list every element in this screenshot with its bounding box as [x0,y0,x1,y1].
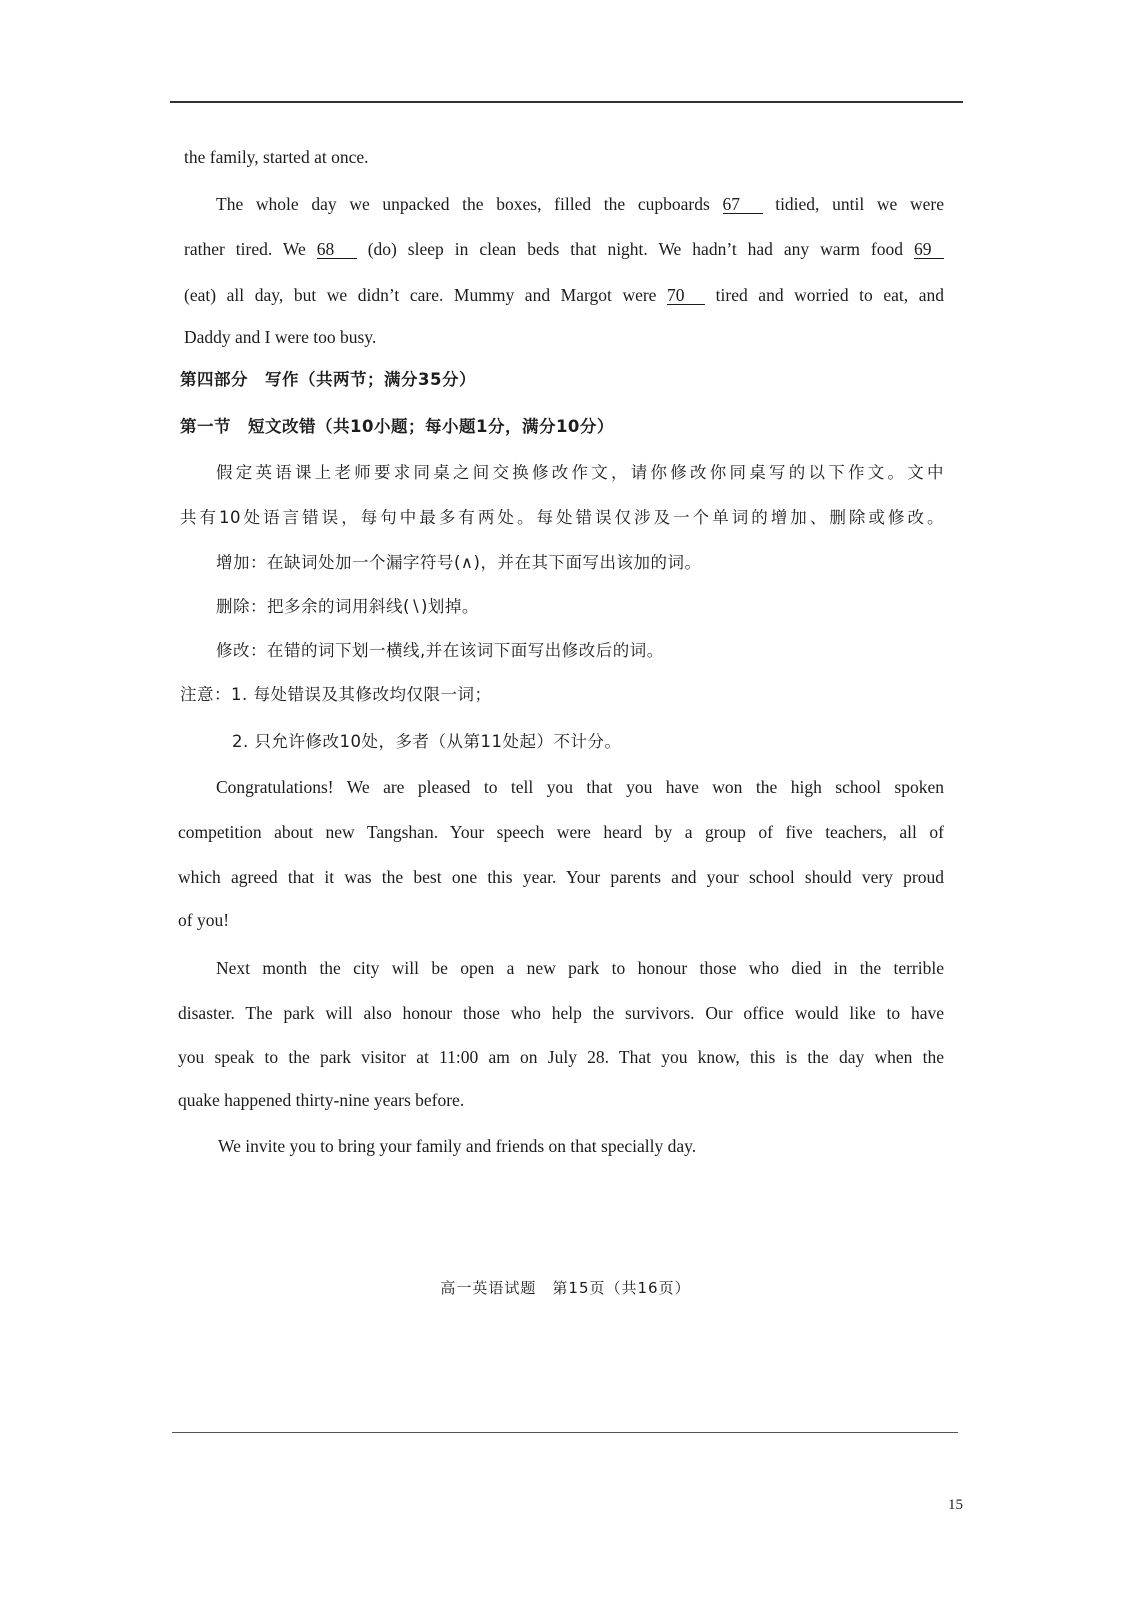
passage-text: The whole day we unpacked the boxes, filled the cupboards [216,194,710,214]
passage-text: (do) sleep in clean beds that night. We hadn’t had any warm food [367,239,904,259]
blank-69: 69 [914,240,944,259]
instruction-line-1: 假定英语课上老师要求同桌之间交换修改作文，请你修改你同桌写的以下作文。文中 [216,463,944,482]
passage-text: tidied, until we were [775,194,945,214]
passage-text: rather tired. We [184,239,306,259]
essay-line-8: quake happened thirty-nine years before. [178,1090,465,1110]
essay-line-3: which agreed that it was the best one this year. Your parents and your school should very proud [178,867,944,887]
passage-text: (eat) all day, but we didn’t care. Mummy and Margot were [184,285,657,305]
essay-line-5: Next month the city will be open a new park to honour those who died in the terrible [216,958,944,978]
essay-line-9: We invite you to bring your family and friends on that specially day. [218,1136,697,1156]
blank-67: 67 [723,195,763,214]
essay-line-4: of you! [178,910,230,930]
page-footer-caption: 高一英语试题 第15页（共16页） [440,1279,691,1297]
passage-text: tired and worried to eat, and [715,285,944,305]
passage-line-4 [184,284,944,306]
essay-line-7: you speak to the park visitor at 11:00 am on July 28. That you know, this is the day when the [178,1047,944,1067]
blank-68: 68 [317,240,357,259]
essay-line-2: competition about new Tangshan. Your speech were heard by a group of five teachers, all of [178,822,944,842]
passage-line-3 [184,238,944,260]
section1-heading: 第一节 短文改错（共10小题；每小题1分，满分10分） [180,417,614,436]
note-2: 2. 只允许修改10处，多者（从第11处起）不计分。 [232,732,622,751]
top-rule [170,101,963,103]
essay-line-1: Congratulations! We are pleased to tell you that you have won the high school spoken [216,777,944,797]
note-1: 注意：1. 每处错误及其修改均仅限一词； [180,685,492,704]
instruction-line-2: 共有10处语言错误，每句中最多有两处。每处错误仅涉及一个单词的增加、删除或修改。 [180,508,944,527]
passage-line-2 [216,193,944,215]
instruction-modify: 修改：在错的词下划一横线,并在该词下面写出修改后的词。 [216,641,664,660]
passage-line-5: Daddy and I were too busy. [184,327,377,347]
instruction-add: 增加：在缺词处加一个漏字符号(∧)，并在其下面写出该加的词。 [216,553,702,572]
passage-line-1: the family, started at once. [184,147,369,167]
instruction-delete: 删除：把多余的词用斜线(∖)划掉。 [216,597,479,616]
part4-heading: 第四部分 写作（共两节；满分35分） [180,370,476,389]
page-number: 15 [948,1497,963,1513]
bottom-rule [172,1432,958,1433]
essay-line-6: disaster. The park will also honour those who help the survivors. Our office would like to have [178,1003,944,1023]
blank-70: 70 [667,286,705,305]
